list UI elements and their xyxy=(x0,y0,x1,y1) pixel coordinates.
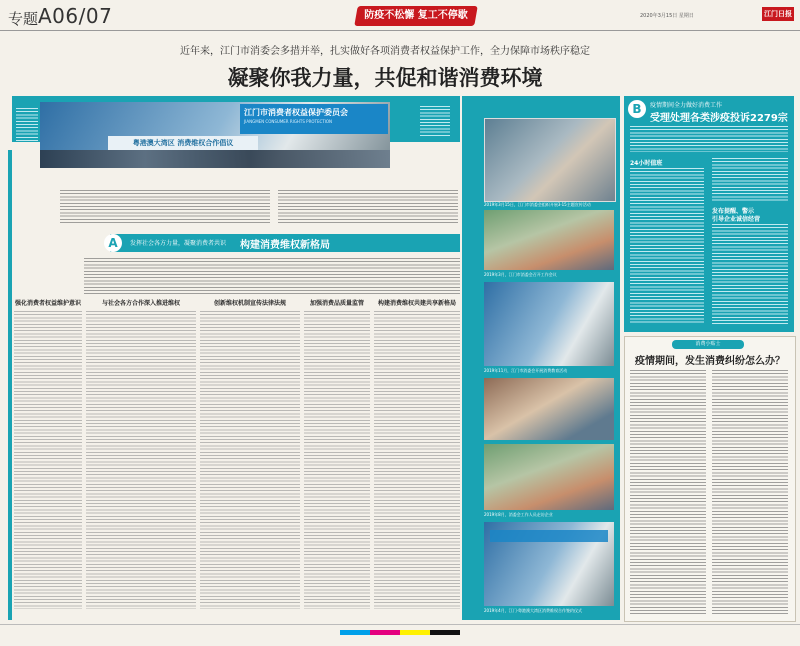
photo-3-caption: 2019年11月，江门市消委会开展消费教育活动 xyxy=(484,368,568,373)
footer-color-bar xyxy=(340,630,460,635)
banner-sign-sub: JIANGMEN CONSUMER RIGHTS PROTECTION xyxy=(244,119,333,124)
section-b-sub-2: 发布提醒、警示 xyxy=(712,208,755,215)
consult-title: 疫情期间，发生消费纠纷怎么办？ xyxy=(635,356,785,367)
header-rule xyxy=(0,30,800,31)
section-b-sub-1: 24小时值班 xyxy=(630,160,663,167)
banner-sign-title: 江门市消费者权益保护委员会 xyxy=(244,108,348,117)
banner-sign xyxy=(240,104,388,134)
col-1 xyxy=(14,300,82,618)
photo-1-caption: 2019年3月15日，江门市消委会组织开展3·15主题宣传活动 xyxy=(484,202,591,207)
page-code: A06/07 xyxy=(38,4,113,28)
banner-left-text xyxy=(16,108,38,142)
col-4-head: 加强消费品质量监管 xyxy=(309,300,364,307)
footer-rule xyxy=(0,624,800,625)
photo-6-caption: 2019年4月，江门·粤港澳大湾区消费维权合作签约仪式 xyxy=(484,608,582,613)
banner-people xyxy=(40,150,390,168)
campaign-logo xyxy=(354,6,478,26)
section-a-title: 构建消费维权新格局 xyxy=(240,240,330,251)
col-2 xyxy=(86,300,196,618)
intro-paragraph-2 xyxy=(278,190,458,224)
paper-logo: 江门日报 xyxy=(762,7,794,21)
section-a-bar xyxy=(110,234,460,252)
section-b-sub-3: 引导企业诚信经营 xyxy=(712,216,761,223)
col-2-head: 与社会各方合作深入推进维权 xyxy=(101,300,180,307)
section-b-subtitle: 疫情期间全力做好消费工作 xyxy=(650,102,723,109)
section-b-badge: B xyxy=(628,100,646,118)
headline-kicker: 近年来，江门市消委会多措并举，扎实做好各项消费者权益保护工作，全力保障市场秩序稳定 xyxy=(180,46,590,57)
col-3 xyxy=(200,300,300,618)
date-line: 2020年3月15日 星期日 xyxy=(640,13,694,19)
section-a-subtitle: 发挥社会各方力量，凝聚消费者共识 xyxy=(130,240,227,247)
section-b-title: 受理处理各类涉疫投诉2279宗 xyxy=(650,113,788,124)
photo-6 xyxy=(484,522,614,606)
left-margin-strip xyxy=(8,150,12,620)
intro-paragraph xyxy=(60,190,270,224)
campaign-text: 防疫不松懈 复工不停歇 xyxy=(364,10,468,21)
section-b-text-2 xyxy=(712,158,788,202)
section-a-intro xyxy=(84,258,460,294)
section-b-text-1 xyxy=(630,168,704,324)
section-b-intro xyxy=(630,126,788,152)
consult-tag: 消费小贴士 xyxy=(672,340,744,349)
consult-text-1 xyxy=(630,370,706,614)
photo-2 xyxy=(484,210,614,270)
banner-right-text xyxy=(420,106,450,136)
col-3-head: 创新维权机制宣传法律法规 xyxy=(213,300,286,307)
photo-1 xyxy=(484,118,616,202)
col-1-head: 强化消费者权益维护意识 xyxy=(14,300,81,307)
photo-4 xyxy=(484,378,614,440)
photo-2-caption: 2019年3月，江门市消委会召开工作会议 xyxy=(484,272,557,277)
page-header xyxy=(0,0,800,32)
section-label: 专题 xyxy=(8,10,39,28)
section-a-badge: A xyxy=(104,234,122,252)
section-b-text-3 xyxy=(712,224,788,324)
headline-main: 凝聚你我力量，共促和谐消费环境 xyxy=(227,65,543,90)
banner-event-strip: 粤港澳大湾区 消费维权合作倡议 xyxy=(108,136,258,150)
banner-photo xyxy=(40,102,390,168)
photo-5 xyxy=(484,444,614,510)
photo-4-caption: 2019年8月，消委会工作人员走访企业 xyxy=(484,512,553,517)
col-5 xyxy=(374,300,460,618)
consult-text-2 xyxy=(712,370,788,614)
col-5-head: 构建消费维权共建共享新格局 xyxy=(377,300,456,307)
photo-3 xyxy=(484,282,614,366)
col-4 xyxy=(304,300,370,618)
